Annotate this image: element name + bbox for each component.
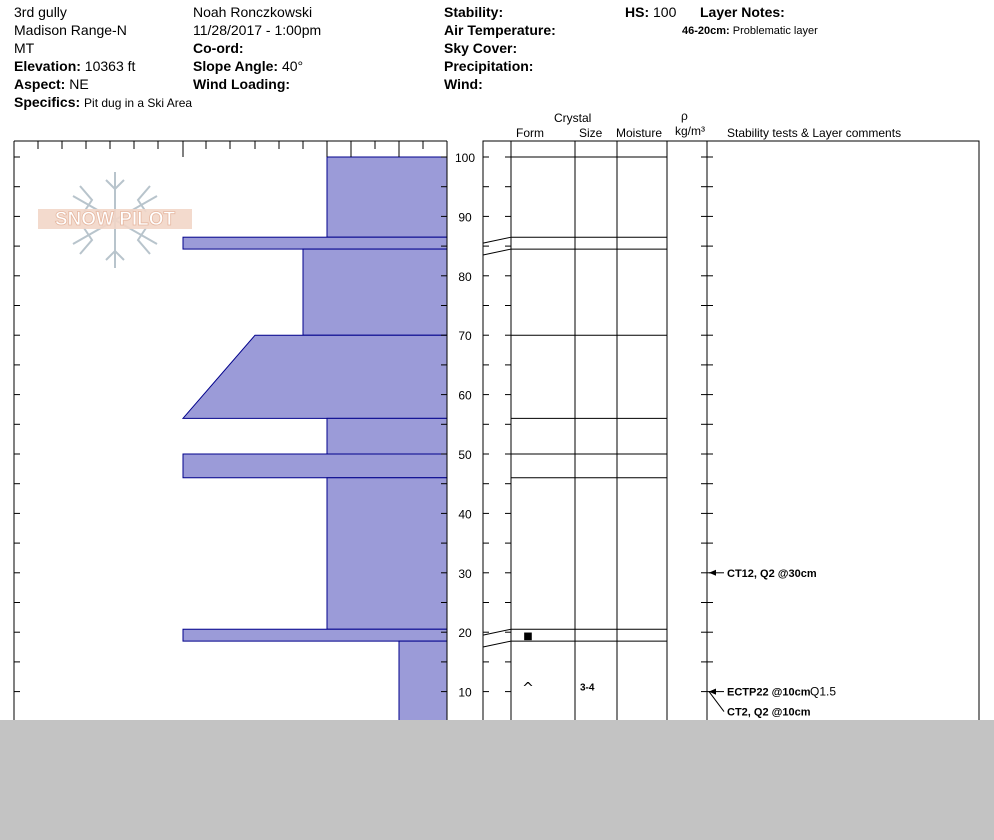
- crystal-size-1: 3-4: [580, 682, 595, 694]
- layer-note-range: 46-20cm:: [682, 25, 730, 37]
- sky-cover-label: Sky Cover:: [444, 40, 518, 56]
- test-label-2: CT2, Q2 @10cm: [727, 706, 811, 719]
- stability-label: Stability:: [444, 4, 504, 20]
- specifics-label: Specifics:: [14, 94, 81, 110]
- layer-connector: [483, 237, 511, 243]
- hardness-layers: [183, 157, 447, 724]
- slope-value: 40°: [281, 58, 304, 74]
- crystal-header: Crystal: [554, 111, 592, 125]
- test-label-1: ECTP22 @10cm: [727, 686, 811, 699]
- range-name: Madison Range-N: [14, 22, 127, 38]
- layer-connector: [483, 641, 511, 647]
- wind-loading-label: Wind Loading:: [193, 76, 291, 92]
- test-arrow-2: [709, 692, 724, 712]
- observer-name: Noah Ronczkowski: [193, 4, 313, 20]
- profile-frame: [483, 141, 979, 761]
- layer-notes-label: Layer Notes:: [700, 4, 785, 20]
- hardness-layer-2: [303, 249, 447, 335]
- test-extra-1: Q1.5: [810, 684, 837, 699]
- specifics-value: Pit dug in a Ski Area: [84, 96, 193, 110]
- density-symbol: ρ: [681, 109, 688, 123]
- test-label-0: CT12, Q2 @30cm: [727, 567, 817, 580]
- aspect-value: NE: [69, 76, 89, 92]
- state-name: MT: [14, 40, 35, 56]
- y-tick-label-90: 90: [458, 210, 472, 225]
- density-unit: kg/m³: [675, 124, 705, 138]
- hardness-layer-0: [327, 157, 447, 237]
- y-tick-label-80: 80: [458, 269, 472, 284]
- elevation-label: Elevation:: [14, 58, 81, 74]
- test-arrowhead-0: [709, 570, 716, 576]
- hardness-layer-1: [183, 237, 447, 249]
- elevation-value: 10363 ft: [84, 58, 136, 74]
- y-tick-label-10: 10: [458, 685, 472, 700]
- crystal-form-0: ■: [523, 631, 533, 643]
- chart-frames: [14, 141, 979, 761]
- unrendered-region-left: [0, 728, 576, 840]
- hardness-layer-4: [327, 418, 447, 454]
- aspect-label: Aspect:: [14, 76, 66, 92]
- air-temp-label: Air Temperature:: [444, 22, 556, 38]
- size-header: Size: [579, 126, 603, 140]
- y-tick-label-40: 40: [458, 507, 472, 522]
- stability-comments-header: Stability tests & Layer comments: [727, 126, 902, 140]
- stability-tests: [709, 568, 836, 719]
- y-tick-label-70: 70: [458, 329, 472, 344]
- hardness-layer-7: [183, 629, 447, 641]
- hs-value: 100: [653, 4, 677, 20]
- moisture-header: Moisture: [616, 126, 663, 140]
- hardness-layer-8: [399, 641, 447, 724]
- hs-label: HS:: [625, 4, 650, 20]
- y-tick-label-30: 30: [458, 566, 472, 581]
- hardness-layer-6: [327, 478, 447, 629]
- hardness-layer-3: [183, 335, 447, 418]
- logo-text: SNOW PILOT: [54, 209, 176, 230]
- hardness-layer-5: [183, 454, 447, 478]
- coord-label: Co-ord:: [193, 40, 244, 56]
- observation-datetime: 11/28/2017 - 1:00pm: [193, 22, 322, 38]
- slope-label: Slope Angle:: [193, 58, 279, 74]
- precip-label: Precipitation:: [444, 58, 534, 74]
- layer-connector: [483, 249, 511, 255]
- location-name: 3rd gully: [14, 4, 67, 20]
- y-tick-label-60: 60: [458, 388, 472, 403]
- wind-label: Wind:: [444, 76, 483, 92]
- form-header: Form: [516, 126, 544, 140]
- snowpilot-logo: [38, 172, 192, 268]
- y-tick-label-100: 100: [454, 151, 476, 165]
- y-tick-label-20: 20: [458, 626, 472, 641]
- y-tick-label-50: 50: [458, 448, 472, 462]
- crystal-form-1: ^: [522, 680, 534, 697]
- layer-note-text: Problematic layer: [732, 25, 818, 37]
